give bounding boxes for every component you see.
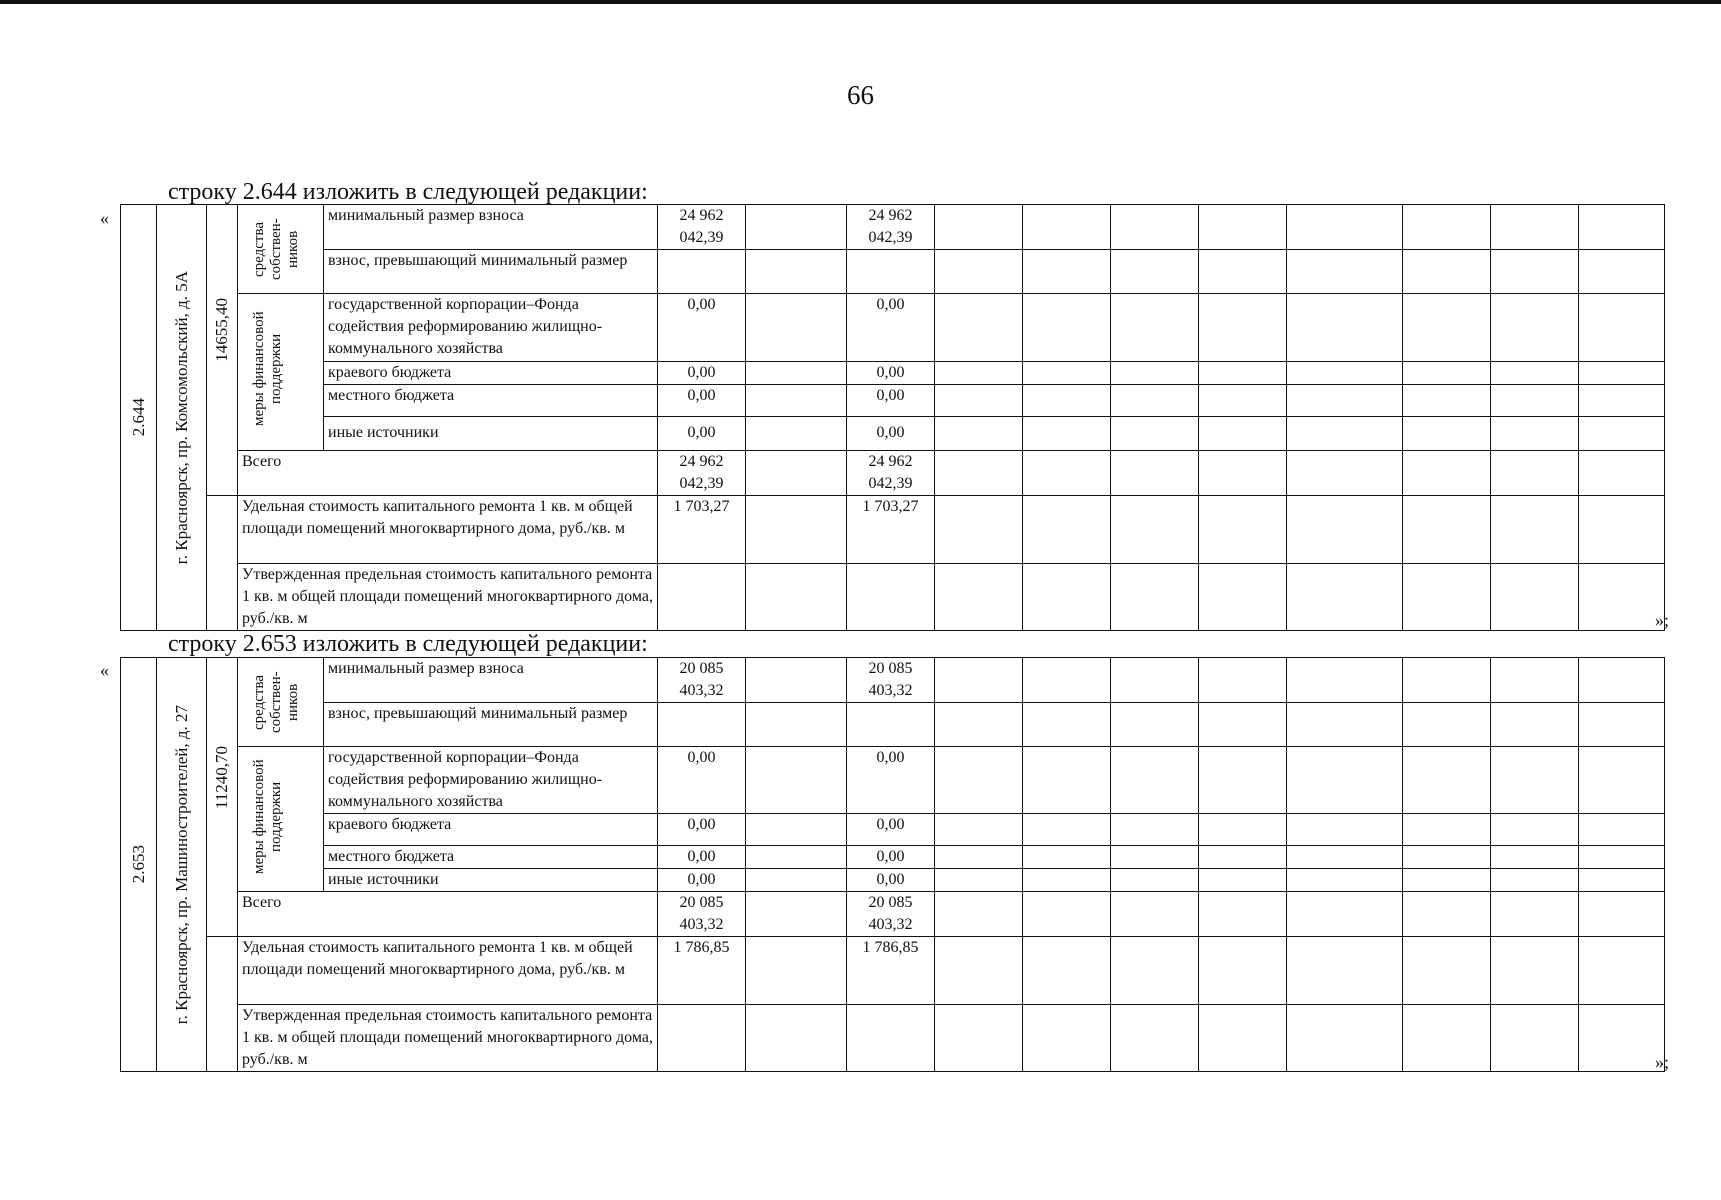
- table-row: [121, 814, 1665, 846]
- label-cell: государственной корпорации–Фонда содействия реформированию жилищно-коммунального хозяйства: [324, 294, 658, 362]
- table-row: [121, 495, 1665, 563]
- group-support-cell: [238, 294, 324, 451]
- table-row: [121, 846, 1665, 869]
- value-cell: 0,00: [847, 384, 935, 416]
- quote-close: »;: [1655, 1052, 1670, 1072]
- block-heading: строку 2.644 изложить в следующей редакции:: [168, 179, 648, 205]
- label-cell: минимальный размер взноса: [324, 205, 658, 250]
- value-cell: 1 703,27: [658, 495, 746, 563]
- group-owners: средства собствен-ников: [250, 671, 301, 733]
- table-row: [121, 658, 1665, 703]
- value-cell: 1 786,85: [847, 937, 935, 1004]
- value-cell: 20 085 403,32: [847, 658, 935, 703]
- row-number-cell: [121, 205, 157, 631]
- address: г. Красноярск, пр. Машиностроителей, д. 27: [171, 704, 191, 1025]
- table-row: [121, 703, 1665, 747]
- group-owners-cell: [238, 205, 324, 294]
- table-row: [121, 450, 1665, 495]
- value-cell: 0,00: [847, 747, 935, 814]
- address-cell: [157, 205, 207, 631]
- table-row: [121, 384, 1665, 416]
- address: г. Красноярск, пр. Комсомольский, д. 5А: [171, 270, 191, 565]
- value-cell: 0,00: [658, 361, 746, 384]
- label-cell: Всего: [238, 892, 658, 937]
- value-cell: 0,00: [658, 869, 746, 892]
- value-cell: 24 962 042,39: [847, 450, 935, 495]
- table-row: [121, 869, 1665, 892]
- address-cell: [157, 658, 207, 1072]
- amendment-table: [120, 204, 1665, 631]
- quote-open: «: [100, 208, 109, 228]
- table-row: [121, 747, 1665, 814]
- value-cell: 0,00: [847, 416, 935, 450]
- value-cell: 0,00: [658, 814, 746, 846]
- value-cell: 24 962 042,39: [847, 205, 935, 250]
- value-cell: 1 786,85: [658, 937, 746, 1004]
- group-owners-cell: [238, 658, 324, 747]
- value-cell: 0,00: [658, 416, 746, 450]
- quote-close: »;: [1655, 610, 1670, 630]
- label-cell: государственной корпорации–Фонда содействия реформированию жилищно-коммунального хозяйства: [324, 747, 658, 814]
- table-row: [121, 563, 1665, 630]
- value-cell: 0,00: [847, 814, 935, 846]
- amendment-table: [120, 657, 1665, 1072]
- label-cell: краевого бюджета: [324, 814, 658, 846]
- value-cell: 0,00: [847, 869, 935, 892]
- group-support: меры финансовой поддержки: [250, 311, 284, 427]
- value-cell: 0,00: [658, 747, 746, 814]
- value-cell: 0,00: [847, 294, 935, 362]
- area: 14655,40: [212, 298, 231, 362]
- table-row: [121, 294, 1665, 362]
- table-row: [121, 892, 1665, 937]
- label-cell: местного бюджета: [324, 846, 658, 869]
- group-support-cell: [238, 747, 324, 892]
- value-cell: 0,00: [847, 361, 935, 384]
- table-row: [121, 416, 1665, 450]
- label-cell: минимальный размер взноса: [324, 658, 658, 703]
- value-cell: 24 962 042,39: [658, 205, 746, 250]
- group-owners: средства собствен-ников: [250, 218, 301, 280]
- table-row: [121, 205, 1665, 250]
- page-number: 66: [847, 80, 874, 110]
- value-cell: 20 085 403,32: [847, 892, 935, 937]
- area-cell: [207, 205, 238, 496]
- label-cell: иные источники: [324, 416, 658, 450]
- area-cell: [207, 658, 238, 937]
- label-cell: иные источники: [324, 869, 658, 892]
- quote-open: «: [100, 660, 109, 680]
- value-cell: 0,00: [658, 294, 746, 362]
- label-cell: Утвержденная предельная стоимость капитального ремонта 1 кв. м общей площади помещений многоквартирного дома, руб./кв. м: [238, 563, 658, 630]
- label-cell: взнос, превышающий минимальный размер: [324, 250, 658, 294]
- table-row: [121, 937, 1665, 1004]
- row-number: 2.653: [128, 845, 148, 884]
- value-cell: 20 085 403,32: [658, 658, 746, 703]
- group-support: меры финансовой поддержки: [250, 759, 284, 875]
- block-heading: строку 2.653 изложить в следующей редакции:: [168, 631, 648, 657]
- value-cell: 20 085 403,32: [658, 892, 746, 937]
- area-cell-empty: [207, 937, 238, 1072]
- row-number-cell: [121, 658, 157, 1072]
- page-top-border: [0, 0, 1721, 4]
- table-row: [121, 361, 1665, 384]
- value-cell: 0,00: [847, 846, 935, 869]
- area: 11240,70: [212, 746, 231, 810]
- label-cell: Утвержденная предельная стоимость капитального ремонта 1 кв. м общей площади помещений многоквартирного дома, руб./кв. м: [238, 1004, 658, 1071]
- table-row: [121, 250, 1665, 294]
- table-row: [121, 1004, 1665, 1071]
- label-cell: местного бюджета: [324, 384, 658, 416]
- label-cell: Удельная стоимость капитального ремонта 1 кв. м общей площади помещений многоквартирного дома, руб./кв. м: [238, 937, 658, 1004]
- label-cell: взнос, превышающий минимальный размер: [324, 703, 658, 747]
- value-cell: 0,00: [658, 846, 746, 869]
- label-cell: Удельная стоимость капитального ремонта 1 кв. м общей площади помещений многоквартирного дома, руб./кв. м: [238, 495, 658, 563]
- value-cell: 1 703,27: [847, 495, 935, 563]
- value-cell: 0,00: [658, 384, 746, 416]
- value-cell: 24 962 042,39: [658, 450, 746, 495]
- label-cell: краевого бюджета: [324, 361, 658, 384]
- label-cell: Всего: [238, 450, 658, 495]
- row-number: 2.644: [128, 398, 148, 437]
- area-cell-empty: [207, 495, 238, 630]
